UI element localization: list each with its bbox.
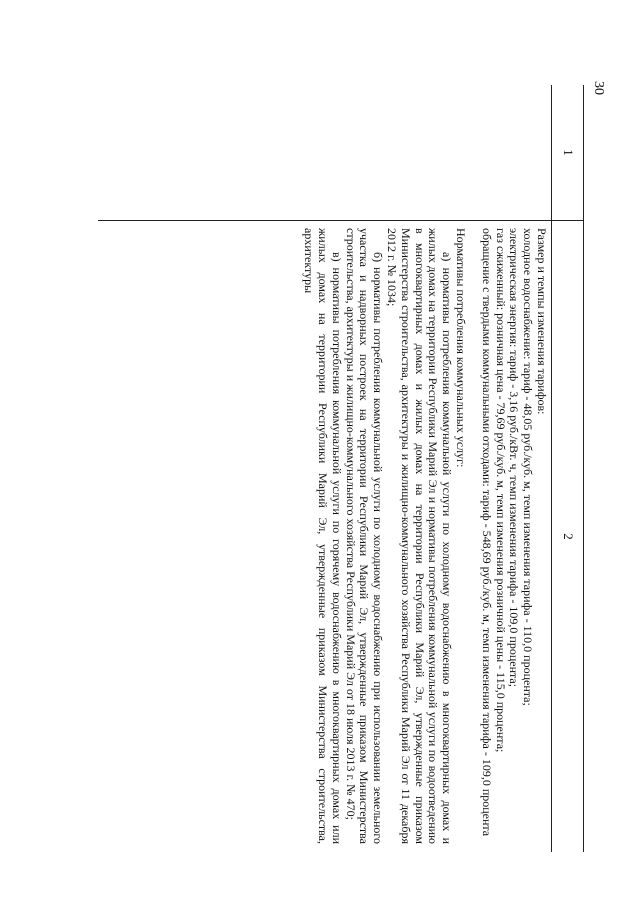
tariff-table: [98, 85, 584, 852]
norm-item-a: а) нормативы потребления коммунальной услуги по холодному водоснабжению в многоквартирных домах и жилых домах на территории Республики Марий Эл и нормативы потребления коммунальной услуги по водоотведению в многоквартирных домах и жилых домах на территории Республики Марий Эл, утвержденные приказом Министерства строительства, архитектуры и жилищно-коммунального хозяйства Республики Марий Эл от 11 декабря 2012 г. № 1034;: [385, 228, 455, 844]
column-1-header: 1: [561, 149, 576, 156]
column-2-header: 2: [561, 533, 576, 540]
tariffs-heading: Размер и темпы изменения тарифов:: [535, 228, 549, 415]
table-content-cell: [301, 228, 548, 844]
norm-item-c: в) нормативы потребления коммунальной услуги по горячему водоснабжению в многоквартирных домах или жилых домах на территории Республики Марий Эл, утвержденные приказом Министерства строительства, архитектуры: [302, 228, 344, 844]
page-number: 30: [591, 81, 606, 95]
tariff-solid-waste: обращение с твердыми коммунальными отходами: тариф - 548,69 руб./куб. м, темп изменения тарифа - 109,0 процента: [479, 228, 494, 837]
norms-heading: Нормативы потребления коммунальных услуг:: [454, 228, 469, 468]
table-column-divider: [98, 220, 584, 221]
tariff-cold-water: холодное водоснабжение: тариф - 48,05 руб./куб. м, темп изменения тарифа - 110,0 процента;: [521, 228, 536, 706]
tariff-electricity: электрическая энергия: тариф - 3,16 руб./кВт. ч, темп изменения тарифа - 109,0 процента;: [507, 228, 522, 688]
norm-item-b: б) нормативы потребления коммунальной услуги по холодному водоснабжению при использовании земельного участка и надворных построек на территории Республики Марий Эл, утвержденные приказом Министерства строительства, архитектуры и жилищно-коммунального хозяйства Республики Марий Эл от 18 июля 2013 г. № 470;: [343, 228, 386, 844]
tariff-liquefied-gas: газ сжиженный: розничная цена - 79,69 руб./куб. м, темп изменения розничной цены - 115,0 процента;: [493, 228, 508, 753]
